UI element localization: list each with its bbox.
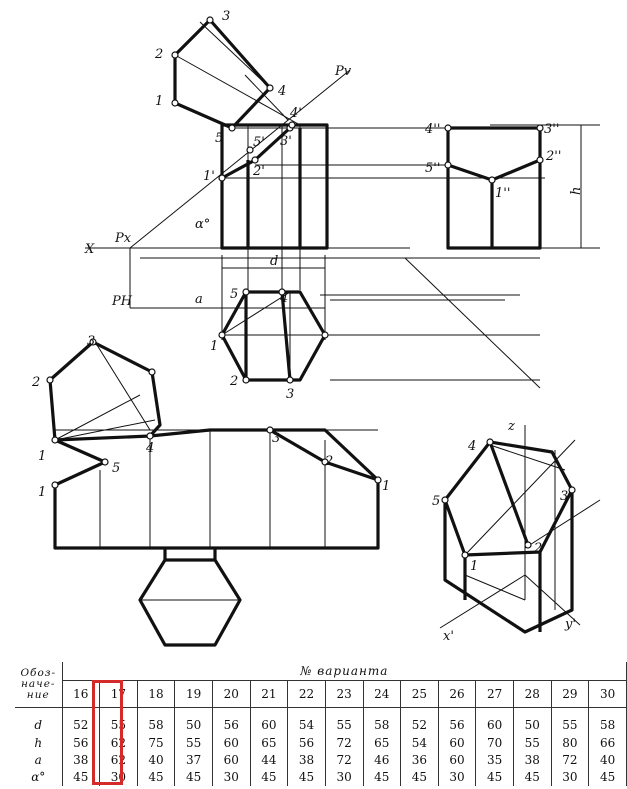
unfold-1c: 1 [382,479,391,494]
side-2: 2'' [546,149,562,164]
param-value: 55 [325,708,363,735]
variant-number: 24 [363,681,401,708]
section-2: 2 [155,47,164,62]
param-value: 70 [476,734,514,751]
param-value: 46 [363,752,401,769]
param-value: 45 [250,769,288,786]
param-value: 60 [250,708,288,735]
param-value: 55 [175,734,213,751]
param-value: 50 [175,708,213,735]
front-3: 3' [280,134,292,149]
unfold-4: 4 [146,441,155,456]
param-value: 72 [325,734,363,751]
variant-number: 28 [514,681,552,708]
top-view [219,289,328,383]
param-value: 72 [551,752,589,769]
param-value: 38 [288,752,326,769]
param-value: 45 [401,769,439,786]
unfold-5: 5 [112,461,121,476]
param-value: 30 [551,769,589,786]
top-5: 5 [230,287,239,302]
iso-x: x' [443,629,454,644]
construction-lines [55,22,600,628]
side-1: 1'' [495,186,511,201]
param-value: 72 [325,752,363,769]
param-label: α° [15,769,62,786]
variant-highlight-box [92,680,123,785]
top-4: 4 [280,291,289,306]
param-value: 45 [288,769,326,786]
variant-number: 27 [476,681,514,708]
param-value: 37 [175,752,213,769]
label-h: h [569,186,584,195]
param-value: 58 [589,708,627,735]
unfold-3b: 3 [272,431,281,446]
label-pv: Pv [335,64,352,79]
param-value: 45 [476,769,514,786]
param-value: 45 [589,769,627,786]
iso-5: 5 [432,494,441,509]
variant-number: 22 [288,681,326,708]
unfold-1b: 1 [38,485,47,500]
label-d: d [270,254,279,269]
param-value: 60 [438,734,476,751]
param-value: 52 [401,708,439,735]
side-3: 3'' [544,122,560,137]
param-value: 65 [250,734,288,751]
iso-1: 1 [470,559,479,574]
param-value: 60 [213,752,251,769]
param-value: 45 [175,769,213,786]
param-value: 40 [589,752,627,769]
param-value: 56 [213,708,251,735]
variant-number: 30 [589,681,627,708]
param-value: 50 [514,708,552,735]
param-value: 40 [137,752,175,769]
param-value: 38 [514,752,552,769]
param-value: 45 [514,769,552,786]
param-value: 54 [401,734,439,751]
variant-number: 25 [401,681,439,708]
side-5: 5'' [425,161,441,176]
iso-y: y' [565,617,576,632]
designation-header-text: Обоз- наче- ние [20,667,57,701]
param-value: 45 [137,769,175,786]
side-view [445,125,543,248]
label-ph: PH [112,294,133,309]
param-value: 65 [363,734,401,751]
variant-number: 19 [175,681,213,708]
front-5: 5' [253,135,265,150]
section-5: 5 [215,131,224,146]
param-value: 52 [62,708,100,735]
unfold-2a: 2 [32,375,41,390]
param-value: 58 [137,708,175,735]
variant-header: № варианта [62,662,627,681]
param-value: 30 [325,769,363,786]
param-value: 55 [100,708,138,735]
side-4: 4'' [425,122,441,137]
top-2: 2 [230,374,239,389]
section-4: 4 [278,84,287,99]
param-value: 30 [438,769,476,786]
param-value: 54 [288,708,326,735]
front-2: 2' [253,164,265,179]
unfold-2b: 2 [325,454,334,469]
param-value: 60 [476,708,514,735]
param-value: 60 [438,752,476,769]
param-value: 62 [100,734,138,751]
label-a: a [195,292,203,307]
variant-number: 20 [213,681,251,708]
front-1: 1' [203,169,215,184]
param-value: 44 [250,752,288,769]
variant-number: 23 [325,681,363,708]
label-alpha: α° [195,217,211,232]
front-4: 4' [290,106,302,121]
iso-4: 4 [468,439,477,454]
variant-number: 26 [438,681,476,708]
development [47,339,381,645]
param-value: 60 [213,734,251,751]
param-value: 56 [288,734,326,751]
param-value: 66 [589,734,627,751]
param-value: 56 [62,734,100,751]
param-value: 75 [137,734,175,751]
variant-number: 21 [250,681,288,708]
iso-2: 2 [534,541,543,556]
label-px: Px [115,231,132,246]
param-value: 30 [100,769,138,786]
top-3: 3 [286,387,295,402]
param-value: 55 [551,708,589,735]
iso-3: 3 [560,489,569,504]
param-value: 62 [100,752,138,769]
param-value: 38 [62,752,100,769]
param-value: 36 [401,752,439,769]
variant-number: 16 [62,681,100,708]
param-value: 30 [213,769,251,786]
unfold-3a: 3 [87,334,96,349]
unfold-1a: 1 [38,449,47,464]
front-view [219,122,327,248]
variant-number: 17 [100,681,138,708]
param-value: 55 [514,734,552,751]
top-1: 1 [210,339,219,354]
param-value: 45 [62,769,100,786]
param-value: 58 [363,708,401,735]
section-1: 1 [155,94,164,109]
param-label: d [15,708,62,735]
param-label: a [15,752,62,769]
param-value: 80 [551,734,589,751]
section-3: 3 [222,9,231,24]
true-shape-section [172,17,273,131]
param-label: h [15,734,62,751]
designation-header [15,662,62,708]
label-x: X [85,242,95,257]
variant-number: 29 [551,681,589,708]
param-value: 45 [363,769,401,786]
param-value: 35 [476,752,514,769]
param-value: 56 [438,708,476,735]
iso-z: z [508,419,515,434]
variant-number: 18 [137,681,175,708]
